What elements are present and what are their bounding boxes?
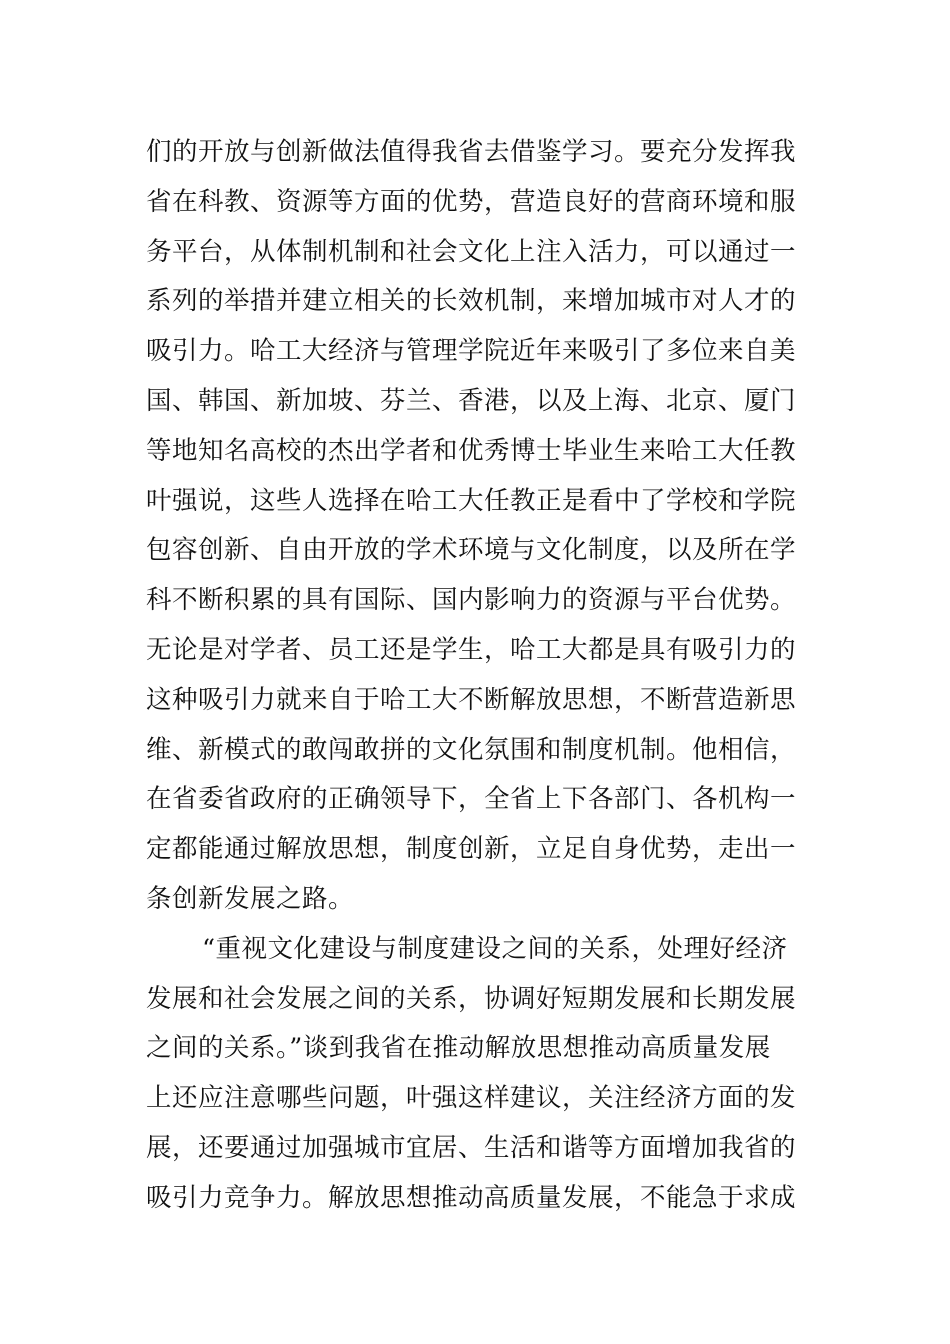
text-line: 定都能通过解放思想，制度创新，立足自身优势，走出一 — [146, 834, 797, 865]
body-text — [146, 128, 816, 1224]
text-line: 条创新发展之路。 — [146, 883, 355, 914]
text-line: 系列的举措并建立相关的长效机制，来增加城市对人才的 — [146, 286, 797, 317]
text-line: 上还应注意哪些问题，叶强这样建议，关注经济方面的发 — [146, 1083, 797, 1114]
text-line: 发展和社会发展之间的关系，协调好短期发展和长期发展 — [146, 983, 797, 1014]
text-line: 们的开放与创新做法值得我省去借鉴学习。要充分发挥我 — [146, 137, 797, 167]
text-line: 维、新模式的敢闯敢拼的文化氛围和制度机制。他相信， — [146, 734, 797, 765]
text-line: 在省委省政府的正确领导下，全省上下各部门、各机构一 — [146, 784, 797, 815]
paragraph-start-line: “重视文化建设与制度建设之间的关系，处理好经济 — [202, 933, 788, 964]
text-line: 展，还要通过加强城市宜居、生活和谐等方面增加我省的 — [146, 1132, 797, 1163]
text-line: 这种吸引力就来自于哈工大不断解放思想，不断营造新思 — [146, 684, 797, 715]
text-line: 国、韩国、新加坡、芬兰、香港，以及上海、北京、厦门 — [146, 385, 797, 416]
text-line: 科不断积累的具有国际、国内影响力的资源与平台优势。 — [146, 585, 797, 616]
text-line: 等地知名高校的杰出学者和优秀博士毕业生来哈工大任教 — [146, 435, 797, 466]
text-line: 吸引力竞争力。解放思想推动高质量发展，不能急于求成 — [146, 1182, 797, 1213]
text-line: 之间的关系。”谈到我省在推动解放思想推动高质量发展 — [146, 1033, 771, 1064]
text-line: 吸引力。哈工大经济与管理学院近年来吸引了多位来自美 — [146, 336, 797, 367]
text-line: 包容创新、自由开放的学术环境与文化制度，以及所在学 — [146, 535, 797, 566]
text-line: 叶强说，这些人选择在哈工大任教正是看中了学校和学院 — [146, 485, 797, 516]
text-line: 省在科教、资源等方面的优势，营造良好的营商环境和服 — [146, 186, 797, 217]
text-line: 无论是对学者、员工还是学生，哈工大都是具有吸引力的 — [146, 634, 797, 665]
text-line: 务平台，从体制机制和社会文化上注入活力，可以通过一 — [146, 236, 797, 267]
